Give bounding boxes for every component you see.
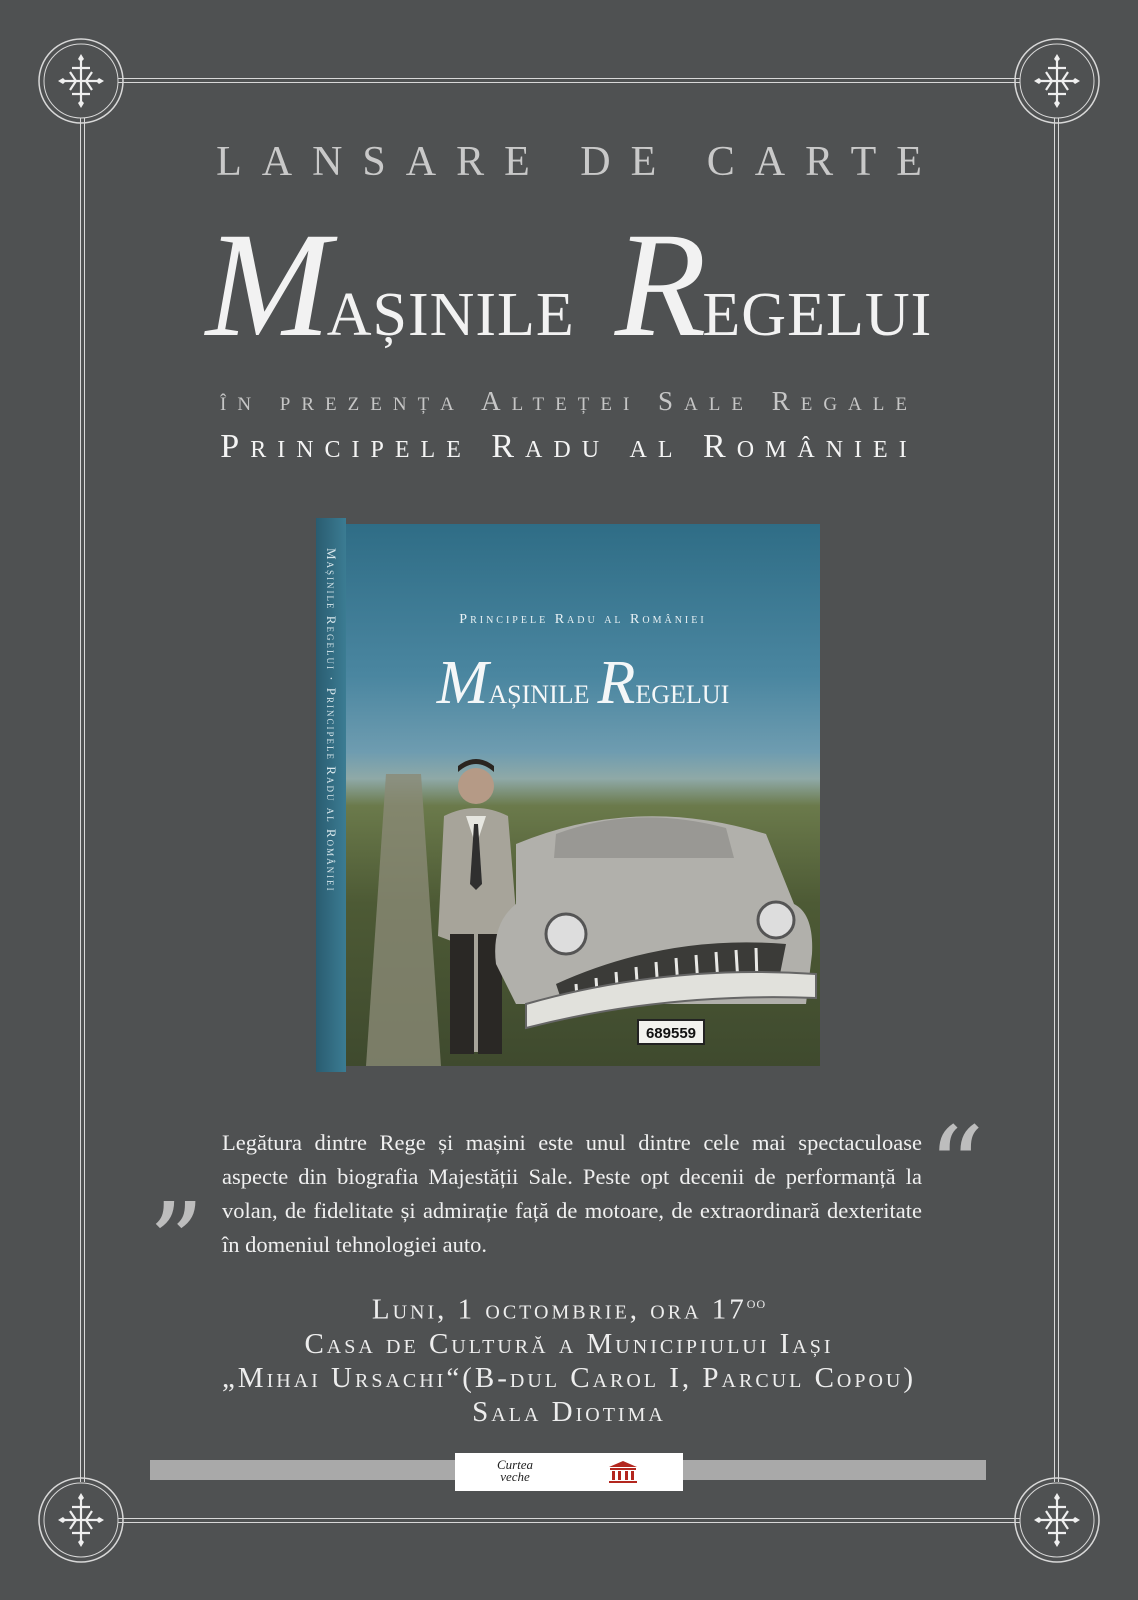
culture-house-logo	[605, 1459, 641, 1485]
royal-monogram-icon	[1012, 36, 1102, 126]
cover-title	[346, 648, 820, 719]
royal-monogram-icon	[36, 36, 126, 126]
publisher-logo	[485, 1459, 545, 1485]
cover-title-initial-r: R	[597, 649, 636, 717]
event-venue: Casa de Cultură a Municipiului Iași	[304, 1327, 834, 1360]
cover-title-word-1: AȘINILE	[488, 680, 590, 709]
cover-author: Principele Radu al României	[459, 612, 707, 627]
title-word-1-rest: AȘINILE	[326, 281, 575, 349]
partner-logos	[455, 1453, 683, 1491]
title-initial-r: R	[614, 202, 703, 368]
spine-text: Mașinile Regelui · Principele Radu al României	[324, 548, 339, 893]
book-front-cover	[346, 524, 820, 1066]
book-spine	[316, 518, 346, 1072]
royal-monogram-icon	[36, 1475, 126, 1565]
cover-title-initial-m: M	[436, 649, 489, 717]
event-type-heading: LANSARE DE CARTE	[216, 139, 942, 185]
close-quote-mark: ”	[148, 1179, 205, 1307]
event-date	[0, 1286, 1138, 1327]
event-address: „Mihai Ursachi“(B-dul Carol I, Parcul Copou)	[221, 1361, 917, 1394]
presence-line: în prezența Alteței Sale Regale	[220, 386, 918, 416]
cover-photo-man-with-car	[346, 734, 820, 1066]
event-time-minutes: oo	[746, 1293, 767, 1312]
cover-title-word-2: EGELUI	[635, 680, 730, 709]
title-initial-m: M	[205, 202, 327, 368]
royal-monogram-icon	[1012, 1475, 1102, 1565]
open-quote-mark: “	[928, 1103, 985, 1231]
prince-name: Principele Radu al României	[220, 428, 918, 465]
publisher-logo-line-2: veche	[500, 1469, 530, 1484]
license-plate-text: 689559	[645, 1025, 697, 1042]
book-quote: Legătura dintre Rege și mașini este unul dintre cele mai spectaculoase aspecte din biografia Majestății Sale. Peste opt decenii de performanță la volan, de fidelitate și admirație față de motoare, de extraordinară dexteritate în domeniul tehnologiei auto.	[222, 1130, 922, 1257]
event-date-text: Luni, 1 octombrie, ora 17	[371, 1293, 747, 1326]
event-details	[0, 1286, 1138, 1429]
book-cover-image	[316, 518, 820, 1072]
publisher-logo-line-1: Curtea	[496, 1457, 534, 1472]
title-word-2-rest: EGELUI	[702, 281, 933, 349]
event-room: Sala Diotima	[472, 1395, 666, 1428]
frame-bottom-line	[118, 1518, 1020, 1523]
book-title	[0, 202, 1138, 368]
frame-top-line	[118, 78, 1020, 83]
